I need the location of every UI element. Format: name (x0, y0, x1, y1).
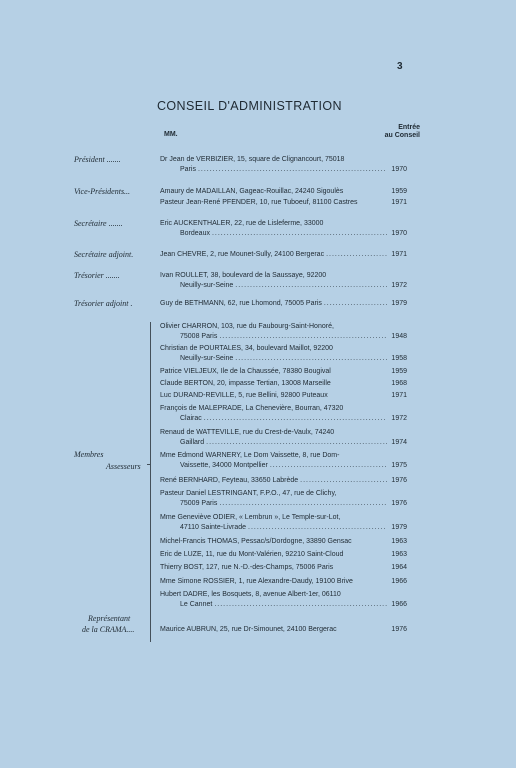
entry-year: 1979 (391, 524, 407, 531)
au-conseil-label: au Conseil (384, 132, 420, 139)
entry-verbizier (160, 155, 407, 175)
entry-year: 1966 (391, 601, 407, 608)
entry-year: 1971 (391, 392, 407, 399)
entry-year: 1972 (391, 415, 407, 422)
entry-bethmann (160, 299, 407, 309)
role-secretaire: Secrétaire ....... (74, 219, 123, 228)
entry-text: René BERNHARD, Feyteau, 33650 Labrède (160, 477, 299, 484)
assesseurs-brace-point (147, 464, 151, 465)
page-number: 3 (397, 61, 403, 72)
entry-text: Luc DURAND-REVILLE, 5, rue Bellini, 92800 Puteaux (160, 392, 328, 399)
role-tresorier-adjoint: Trésorier adjoint . (74, 299, 133, 308)
entry-text: Mme Geneviève ODIER, « Lembrun », Le Temple-sur-Lot, (160, 514, 341, 521)
entry-watteville (160, 428, 407, 448)
entry-text-cont: Paris (180, 166, 196, 173)
role-tresorier: Trésorier ....... (74, 271, 120, 280)
entry-year: 1976 (391, 626, 407, 633)
entry-year: 1970 (391, 166, 407, 173)
entry-charron (160, 322, 407, 342)
role-assesseurs: Assesseurs (106, 462, 141, 471)
entry-year: 1959 (391, 188, 407, 195)
entry-odier (160, 513, 407, 533)
entry-text-cont: Gaillard (180, 439, 205, 446)
entry-year: 1972 (391, 282, 407, 289)
entry-text: Ivan ROULLET, 38, boulevard de la Saussaye, 92200 (160, 272, 327, 279)
role-vice-presidents: Vice-Présidents... (74, 187, 131, 196)
entry-text: Mme Simone ROSSIER, 1, rue Alexandre-Daudy, 19100 Brive (160, 578, 353, 585)
entry-text: Mme Edmond WARNERY, Le Dom Vaissette, 8, rue Dom- (160, 452, 340, 459)
entry-pfender (160, 198, 407, 208)
entry-year: 1970 (391, 230, 407, 237)
role-membres: Membres (74, 450, 104, 459)
entry-chevre (160, 250, 407, 260)
entry-year: 1971 (391, 199, 407, 206)
assesseurs-brace (150, 322, 155, 642)
entry-text: Maurice AUBRUN, 25, rue Dr-Simounet, 24100 Bergerac (160, 626, 337, 633)
entry-text: Eric de LUZE, 11, rue du Mont-Valérien, 92210 Saint-Cloud (160, 551, 344, 558)
entry-durand-reville (160, 391, 407, 401)
entry-year: 1963 (391, 538, 407, 545)
entree-header (360, 124, 420, 140)
entry-dadre (160, 590, 407, 610)
entry-roullet (160, 271, 407, 291)
entry-text: Claude BERTON, 20, impasse Tertian, 13008 Marseille (160, 380, 331, 387)
entry-text-cont: Le Cannet (180, 601, 213, 608)
role-president: Président ....... (74, 155, 121, 164)
entry-text: Thierry BOST, 127, rue N.-D.-des-Champs, 75006 Paris (160, 564, 334, 571)
entry-bost (160, 563, 407, 573)
role-representant: Représentant (88, 614, 131, 623)
entry-text: Guy de BETHMANN, 62, rue Lhomond, 75005 Paris (160, 300, 322, 307)
entry-text: Pasteur Daniel LESTRINGANT, F.P.O., 47, rue de Clichy, (160, 490, 337, 497)
entry-year: 1971 (391, 251, 407, 258)
entry-madaillan (160, 187, 407, 197)
entry-auckenthaler (160, 219, 407, 239)
entry-text: Amaury de MADAILLAN, Gageac-Rouillac, 24240 Sigoulès (160, 188, 344, 195)
entry-year: 1959 (391, 368, 407, 375)
entry-year: 1975 (391, 462, 407, 469)
entry-text-cont: 47110 Sainte-Livrade (180, 524, 247, 531)
entree-label: Entrée (398, 124, 420, 131)
role-secretaire-adjoint: Secrétaire adjoint. (74, 250, 134, 259)
entry-year: 1964 (391, 564, 407, 571)
role-crama: de la CRAMA.... (82, 625, 135, 634)
entry-year: 1968 (391, 380, 407, 387)
entry-year: 1976 (391, 477, 407, 484)
entry-berton (160, 379, 407, 389)
entry-year: 1963 (391, 551, 407, 558)
entry-text-cont: 75009 Paris (180, 500, 218, 507)
entry-text: Olivier CHARRON, 103, rue du Faubourg-Saint-Honoré, (160, 323, 334, 330)
entry-text: François de MALEPRADE, La Chenevière, Bourran, 47320 (160, 405, 344, 412)
entry-text: Dr Jean de VERBIZIER, 15, square de Clignancourt, 75018 (160, 156, 345, 163)
entry-luze (160, 550, 407, 560)
entry-thomas (160, 537, 407, 547)
entry-text-cont: Vaissette, 34000 Montpellier (180, 462, 268, 469)
entry-year: 1966 (391, 578, 407, 585)
entry-text: Patrice VIELJEUX, Ile de la Chaussée, 78380 Bougival (160, 368, 331, 375)
entry-text-cont: Neuilly-sur-Seine (180, 355, 234, 362)
entry-text: Michel-Francis THOMAS, Pessac/s/Dordogne, 33890 Gensac (160, 538, 352, 545)
entry-vieljeux (160, 367, 407, 377)
entry-pourtales (160, 344, 407, 364)
entry-text: Renaud de WATTEVILLE, rue du Crest-de-Vaulx, 74240 (160, 429, 335, 436)
entry-text-cont: Bordeaux (180, 230, 210, 237)
entry-text: Jean CHEVRE, 2, rue Mounet-Sully, 24100 Bergerac (160, 251, 325, 258)
entry-year: 1979 (391, 300, 407, 307)
entry-text-cont: Clairac (180, 415, 202, 422)
entry-year: 1976 (391, 500, 407, 507)
entry-year: 1958 (391, 355, 407, 362)
entry-lestringant (160, 489, 407, 509)
entry-text-cont: 75008 Paris (180, 333, 218, 340)
entry-text: Hubert DADRE, les Bosquets, 8, avenue Albert-1er, 06110 (160, 591, 341, 598)
entry-text: Eric AUCKENTHALER, 22, rue de Lisleferme, 33000 (160, 220, 324, 227)
entry-text-cont: Neuilly-sur-Seine (180, 282, 234, 289)
entry-warnery (160, 451, 407, 471)
page-title: CONSEIL D'ADMINISTRATION (157, 99, 342, 113)
entry-text: Christian de POURTALES, 34, boulevard Maillot, 92200 (160, 345, 333, 352)
entry-year: 1974 (391, 439, 407, 446)
entry-rossier (160, 577, 407, 587)
entry-text: Pasteur Jean-René PFENDER, 10, rue Tuboeuf, 81100 Castres (160, 199, 358, 206)
mm-label: MM. (164, 131, 178, 138)
entry-maleprade (160, 404, 407, 424)
entry-bernhard (160, 476, 407, 486)
entry-year: 1948 (391, 333, 407, 340)
entry-aubrun (160, 625, 407, 635)
